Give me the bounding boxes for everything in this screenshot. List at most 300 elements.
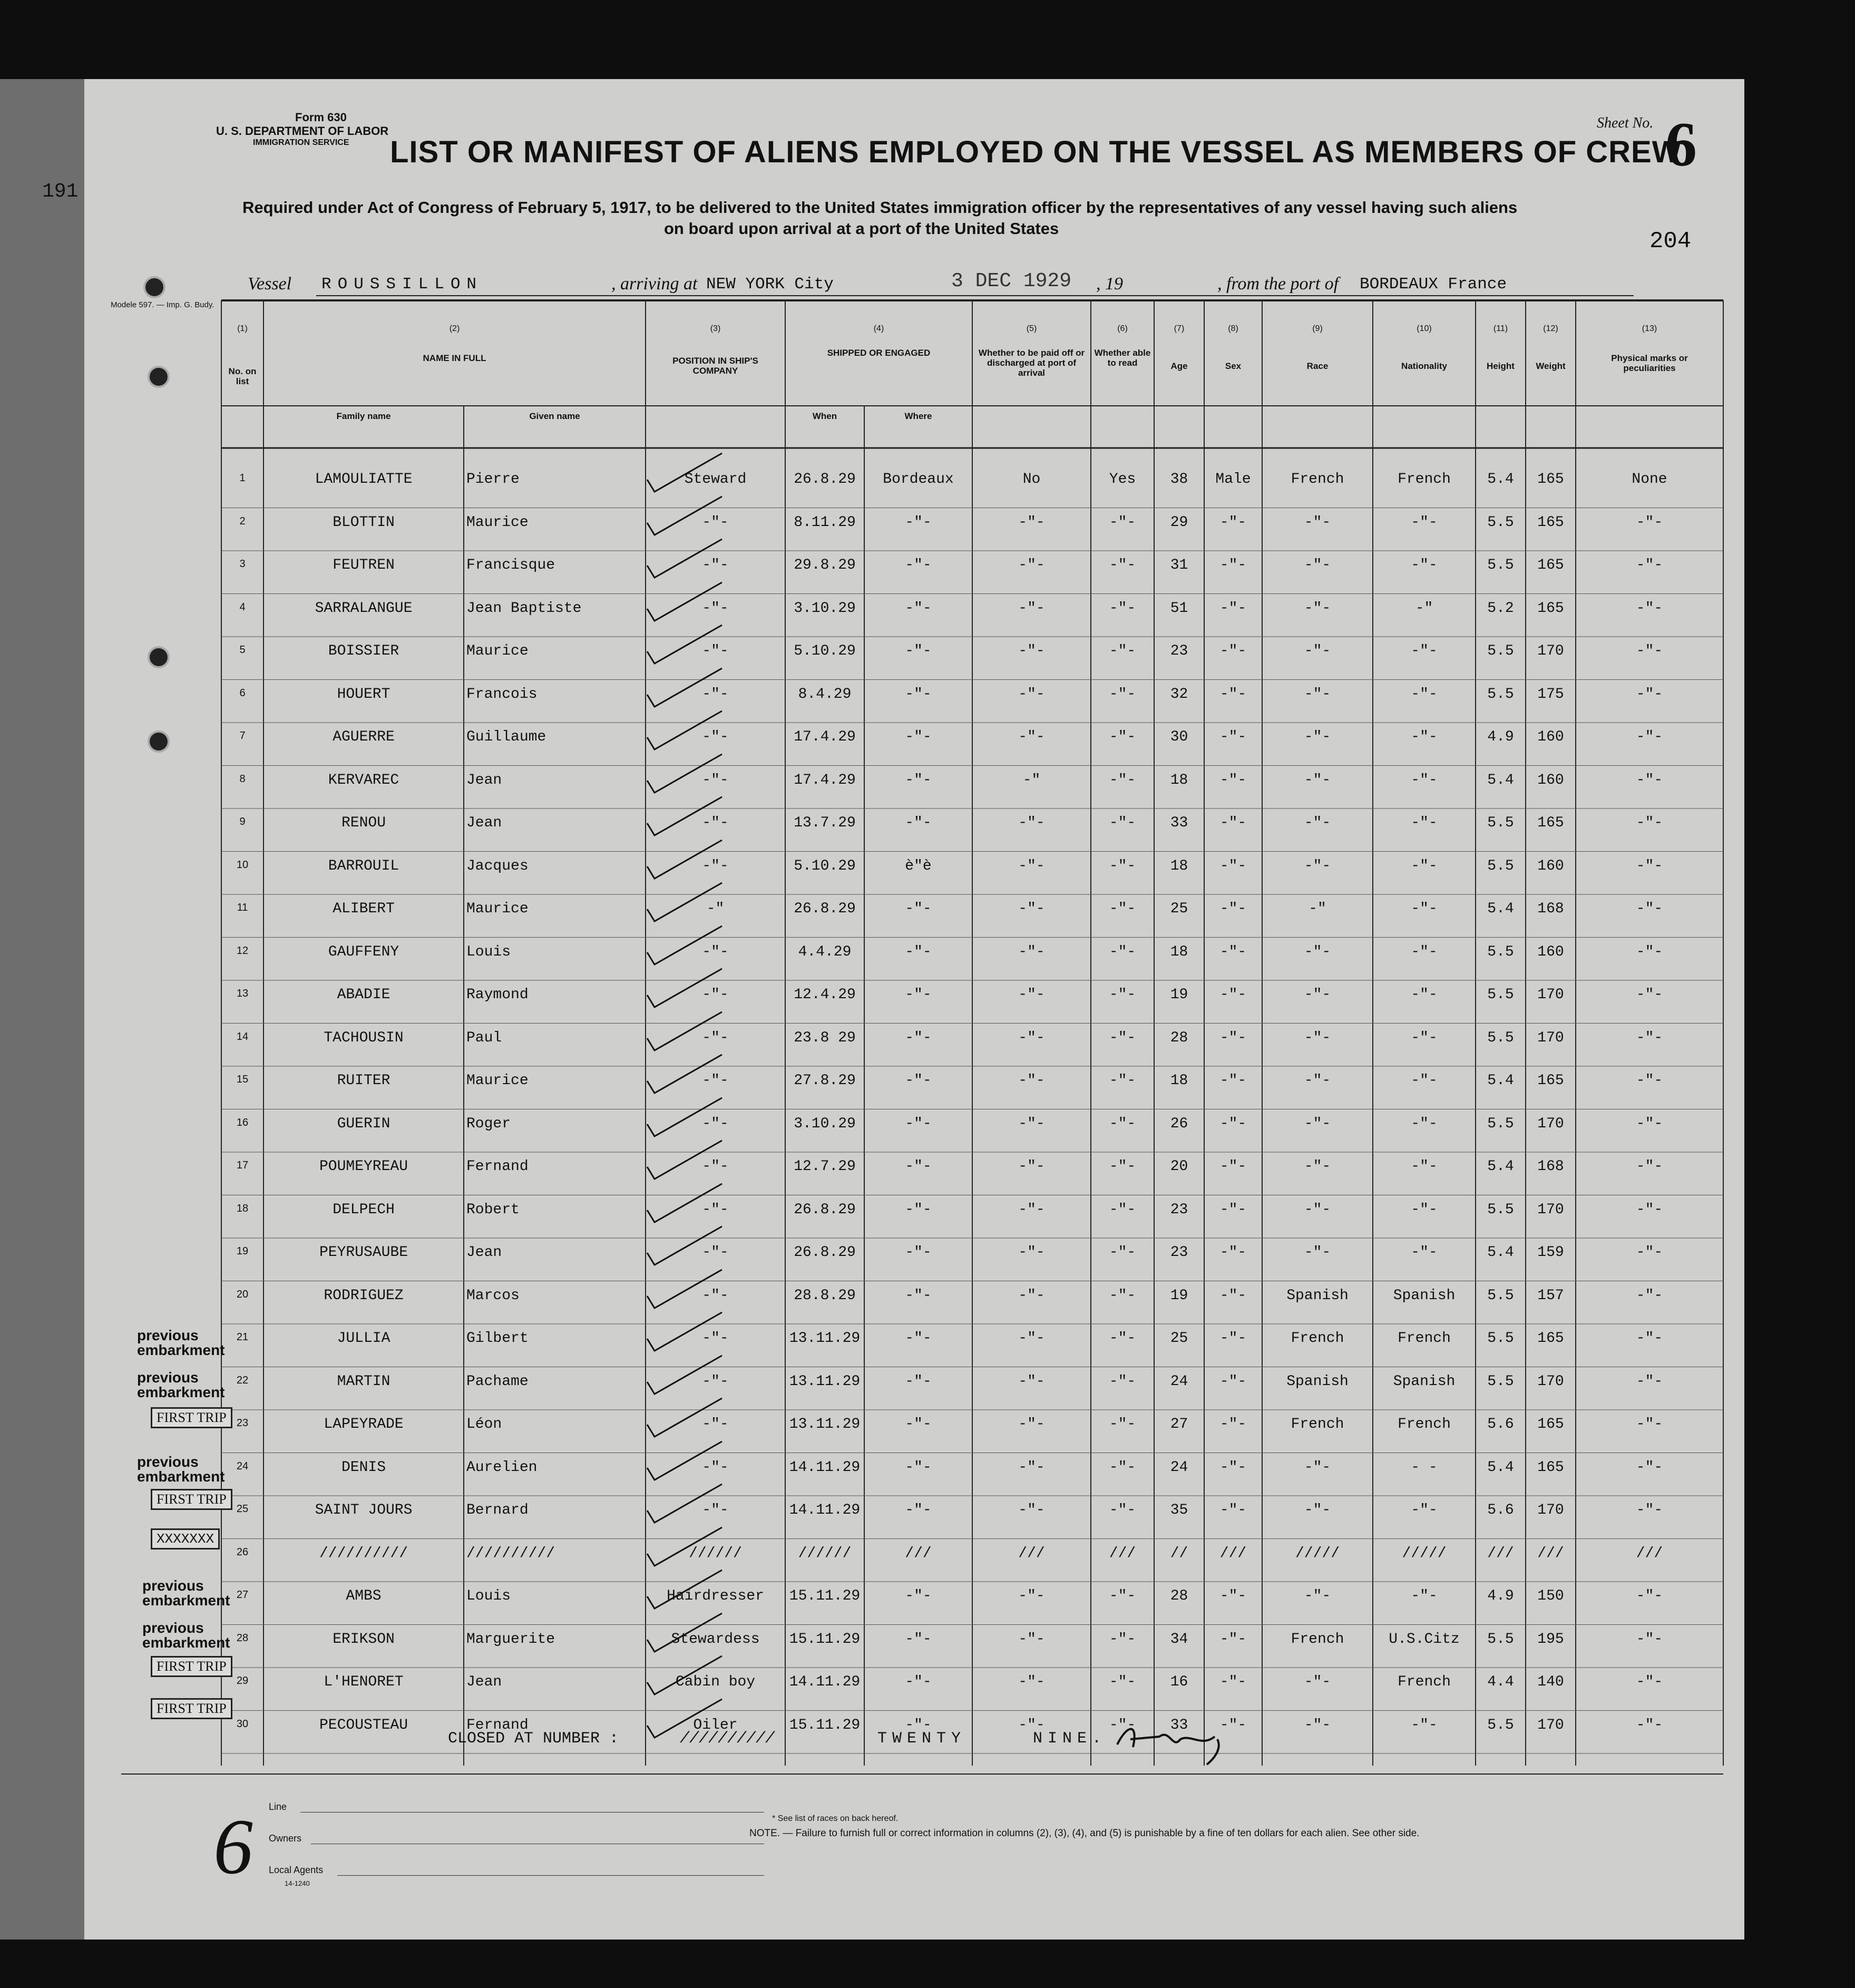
- given-name-cell: Raymond: [466, 987, 529, 1003]
- able-to-read-cell: -"-: [1109, 857, 1136, 874]
- shipped-where-cell: -"-: [905, 772, 932, 788]
- col-num-13: (13): [1642, 324, 1657, 333]
- col-header-read: Whether able to read: [1094, 348, 1151, 368]
- row-number-cell: 4: [239, 601, 246, 613]
- col-header-weight: Weight: [1536, 361, 1566, 371]
- race-cell: -"-: [1304, 772, 1331, 788]
- previous-embarkment-note: previous embarkment: [137, 1454, 225, 1485]
- weight-cell: 170: [1537, 1373, 1564, 1390]
- check-mark-icon: [643, 537, 738, 584]
- position-cell: -"-: [702, 1244, 729, 1261]
- position-cell: -"-: [702, 1416, 729, 1432]
- paid-off-cell: ///: [1018, 1545, 1045, 1562]
- position-cell: Oiler: [693, 1717, 738, 1733]
- col-num-10: (10): [1417, 324, 1432, 333]
- given-name-cell: Guillaume: [466, 729, 546, 745]
- position-cell: -"-: [702, 1502, 729, 1518]
- family-name-cell: JULLIA: [337, 1330, 390, 1347]
- paid-off-cell: -"-: [1018, 987, 1045, 1003]
- paid-off-cell: -"-: [1018, 1115, 1045, 1132]
- nationality-cell: -"-: [1411, 1115, 1438, 1132]
- weight-cell: 165: [1537, 1330, 1564, 1347]
- physical-marks-cell: -"-: [1636, 514, 1663, 531]
- xxx-stamp: XXXXXXX: [151, 1528, 220, 1550]
- age-cell: 20: [1170, 1158, 1188, 1175]
- weight-cell: 150: [1537, 1588, 1564, 1604]
- col-header-where: Where: [904, 411, 932, 421]
- weight-cell: 170: [1537, 643, 1564, 659]
- physical-marks-cell: -"-: [1636, 1717, 1663, 1733]
- position-cell: -"-: [702, 1073, 729, 1089]
- age-cell: 24: [1170, 1459, 1188, 1476]
- check-mark-icon: [643, 1653, 738, 1701]
- height-cell: 5.5: [1487, 557, 1514, 573]
- paid-off-cell: -"-: [1018, 1588, 1045, 1604]
- age-cell: 25: [1170, 901, 1188, 917]
- shipped-where-cell: -"-: [905, 1631, 932, 1648]
- shipped-where-cell: -"-: [905, 643, 932, 659]
- race-cell: -"-: [1304, 1244, 1331, 1261]
- family-name-cell: BARROUIL: [328, 857, 399, 874]
- nationality-cell: Spanish: [1393, 1287, 1456, 1304]
- given-name-cell: Maurice: [466, 514, 529, 531]
- family-name-cell: RENOU: [341, 815, 386, 831]
- col-header-nationality: Nationality: [1401, 361, 1447, 371]
- sex-cell: -"-: [1219, 1115, 1247, 1132]
- sex-cell: -"-: [1219, 1201, 1247, 1218]
- given-name-cell: Francisque: [466, 557, 555, 573]
- height-cell: 5.4: [1487, 1459, 1514, 1476]
- able-to-read-cell: -"-: [1109, 1588, 1136, 1604]
- age-cell: 29: [1170, 514, 1188, 531]
- sex-cell: -"-: [1219, 643, 1247, 659]
- position-cell: -": [706, 901, 725, 917]
- height-cell: 5.4: [1487, 1073, 1514, 1089]
- height-cell: 5.5: [1487, 643, 1514, 659]
- position-cell: -"-: [702, 772, 729, 788]
- shipped-where-cell: -"-: [905, 1459, 932, 1476]
- paid-off-cell: -"-: [1018, 514, 1045, 531]
- family-name-cell: BOISSIER: [328, 643, 399, 659]
- height-cell: 5.5: [1487, 1373, 1514, 1390]
- col-num-7: (7): [1174, 324, 1185, 333]
- check-mark-icon: [643, 794, 738, 842]
- family-name-cell: TACHOUSIN: [324, 1029, 404, 1046]
- check-mark-icon: [643, 880, 738, 928]
- paid-off-cell: -"-: [1018, 1073, 1045, 1089]
- position-cell: -"-: [702, 987, 729, 1003]
- physical-marks-cell: None: [1632, 471, 1667, 488]
- race-cell: French: [1291, 1416, 1344, 1432]
- family-name-cell: SAINT JOURS: [315, 1502, 413, 1518]
- given-name-cell: Louis: [466, 1588, 511, 1604]
- col-header-shipped: SHIPPED OR ENGAGED: [827, 348, 931, 358]
- left-stub: [0, 79, 84, 1940]
- able-to-read-cell: -"-: [1109, 772, 1136, 788]
- height-cell: 5.5: [1487, 1717, 1514, 1733]
- previous-embarkment-note: previous embarkment: [137, 1369, 225, 1400]
- height-cell: 5.2: [1487, 600, 1514, 617]
- given-name-cell: Jacques: [466, 857, 529, 874]
- physical-marks-cell: -"-: [1636, 1459, 1663, 1476]
- shipped-when-cell: 27.8.29: [794, 1073, 856, 1089]
- age-cell: 16: [1170, 1674, 1188, 1690]
- race-cell: -"-: [1304, 1029, 1331, 1046]
- officer-signature: [1112, 1718, 1238, 1766]
- footer-agents-rule: [337, 1875, 764, 1876]
- sex-cell: -"-: [1219, 815, 1247, 831]
- shipped-when-cell: 26.8.29: [794, 1201, 856, 1218]
- nationality-cell: French: [1398, 1416, 1451, 1432]
- shipped-where-cell: -"-: [905, 1073, 932, 1089]
- row-number-cell: 29: [236, 1675, 249, 1687]
- nationality-cell: -"-: [1411, 1244, 1438, 1261]
- paid-off-cell: -"-: [1018, 1631, 1045, 1648]
- weight-cell: 168: [1537, 901, 1564, 917]
- able-to-read-cell: -"-: [1109, 1631, 1136, 1648]
- able-to-read-cell: -"-: [1109, 1158, 1136, 1175]
- col-header-paid-off: Whether to be paid off or discharged at port of arrival: [978, 348, 1085, 378]
- sex-cell: -"-: [1219, 901, 1247, 917]
- sex-cell: -"-: [1219, 1459, 1247, 1476]
- check-mark-icon: [643, 923, 738, 971]
- paid-off-cell: -"-: [1018, 729, 1045, 745]
- row-number-cell: 14: [236, 1030, 249, 1042]
- given-name-cell: Maurice: [466, 1073, 529, 1089]
- sex-cell: -"-: [1219, 1416, 1247, 1432]
- age-cell: 19: [1170, 1287, 1188, 1304]
- nationality-cell: -"-: [1411, 643, 1438, 659]
- check-mark-icon: [643, 1611, 738, 1658]
- row-number-cell: 30: [236, 1718, 249, 1730]
- age-cell: 51: [1170, 600, 1188, 617]
- shipped-where-cell: -"-: [905, 1029, 932, 1046]
- check-mark-icon: [643, 708, 738, 756]
- paid-off-cell: -"-: [1018, 1201, 1045, 1218]
- race-cell: -"-: [1304, 1502, 1331, 1518]
- check-mark-icon: [643, 1052, 738, 1099]
- sex-cell: -"-: [1219, 1502, 1247, 1518]
- shipped-when-cell: 13.7.29: [794, 815, 856, 831]
- paid-off-cell: -"-: [1018, 1330, 1045, 1347]
- family-name-cell: KERVAREC: [328, 772, 399, 788]
- shipped-when-cell: 14.11.29: [789, 1459, 861, 1476]
- able-to-read-cell: -"-: [1109, 1373, 1136, 1390]
- position-cell: -"-: [702, 729, 729, 745]
- given-name-cell: Maurice: [466, 643, 529, 659]
- weight-cell: 170: [1537, 1029, 1564, 1046]
- row-number-cell: 24: [236, 1460, 249, 1472]
- nationality-cell: -"-: [1411, 772, 1438, 788]
- check-mark-icon: [643, 1525, 738, 1572]
- shipped-where-cell: -"-: [905, 514, 932, 531]
- physical-marks-cell: -"-: [1636, 1330, 1663, 1347]
- age-cell: 27: [1170, 1416, 1188, 1432]
- races-note: * See list of races on back hereof.: [772, 1814, 899, 1823]
- age-cell: 33: [1170, 815, 1188, 831]
- shipped-where-cell: -"-: [905, 1588, 932, 1604]
- given-name-cell: Léon: [466, 1416, 502, 1432]
- row-number-cell: 23: [236, 1417, 249, 1429]
- position-cell: -"-: [702, 857, 729, 874]
- able-to-read-cell: -"-: [1109, 1502, 1136, 1518]
- position-cell: -"-: [702, 514, 729, 531]
- footer-rule: [121, 1773, 1723, 1775]
- shipped-where-cell: -"-: [905, 1115, 932, 1132]
- weight-cell: 165: [1537, 514, 1564, 531]
- row-number-cell: 9: [239, 816, 246, 827]
- position-cell: Cabin boy: [675, 1674, 756, 1690]
- physical-marks-cell: -"-: [1636, 686, 1663, 703]
- race-cell: -"-: [1304, 815, 1331, 831]
- sex-cell: -"-: [1219, 1631, 1247, 1648]
- shipped-when-cell: 26.8.29: [794, 901, 856, 917]
- check-mark-icon: [643, 1181, 738, 1229]
- able-to-read-cell: -"-: [1109, 1717, 1136, 1733]
- paid-off-cell: -"-: [1018, 1717, 1045, 1733]
- check-mark-icon: [643, 1439, 738, 1486]
- row-number-cell: 13: [236, 988, 249, 999]
- col-num-3: (3): [710, 324, 721, 333]
- col-header-marks: Physical marks or peculiarities: [1611, 353, 1688, 373]
- sex-cell: -"-: [1219, 1029, 1247, 1046]
- height-cell: 5.5: [1487, 1631, 1514, 1648]
- age-cell: 31: [1170, 557, 1188, 573]
- race-cell: -"-: [1304, 1717, 1331, 1733]
- position-cell: -"-: [702, 600, 729, 617]
- shipped-when-cell: 12.7.29: [794, 1158, 856, 1175]
- weight-cell: 170: [1537, 1115, 1564, 1132]
- given-name-cell: Roger: [466, 1115, 511, 1132]
- paid-off-cell: -"-: [1018, 1459, 1045, 1476]
- shipped-when-cell: 29.8.29: [794, 557, 856, 573]
- age-cell: 18: [1170, 1073, 1188, 1089]
- nationality-cell: French: [1398, 471, 1451, 488]
- race-cell: -": [1309, 901, 1326, 917]
- physical-marks-cell: -"-: [1636, 1115, 1663, 1132]
- able-to-read-cell: -"-: [1109, 557, 1136, 573]
- family-name-cell: AGUERRE: [333, 729, 395, 745]
- footer-owners-label: Owners: [269, 1833, 302, 1844]
- height-cell: 5.5: [1487, 943, 1514, 960]
- age-cell: 28: [1170, 1588, 1188, 1604]
- row-number-cell: 15: [236, 1074, 249, 1085]
- age-cell: 18: [1170, 943, 1188, 960]
- shipped-where-cell: -"-: [905, 1158, 932, 1175]
- row-number-cell: 22: [236, 1374, 249, 1386]
- paid-off-cell: -"-: [1018, 1416, 1045, 1432]
- check-mark-icon: [643, 1224, 738, 1271]
- closed-at-label: CLOSED AT NUMBER :: [448, 1730, 619, 1748]
- nationality-cell: -"-: [1411, 557, 1438, 573]
- height-cell: 4.4: [1487, 1674, 1514, 1690]
- given-name-cell: Paul: [466, 1029, 502, 1046]
- arrival-date-stamp: 3 DEC 1929: [951, 270, 1072, 293]
- model-label: Modele 597. — Imp. G. Budy.: [111, 300, 214, 309]
- family-name-cell: DENIS: [341, 1459, 386, 1476]
- shipped-when-cell: 12.4.29: [794, 987, 856, 1003]
- physical-marks-cell: -"-: [1636, 600, 1663, 617]
- shipped-where-cell: -"-: [905, 901, 932, 917]
- closed-strikes: //////////: [680, 1730, 775, 1748]
- physical-marks-cell: -"-: [1636, 1158, 1663, 1175]
- nationality-cell: -"-: [1411, 729, 1438, 745]
- able-to-read-cell: -"-: [1109, 815, 1136, 831]
- position-cell: -"-: [702, 1158, 729, 1175]
- weight-cell: 165: [1537, 1073, 1564, 1089]
- age-cell: 23: [1170, 643, 1188, 659]
- shipped-when-cell: 28.8.29: [794, 1287, 856, 1304]
- physical-marks-cell: -"-: [1636, 1073, 1663, 1089]
- able-to-read-cell: Yes: [1109, 471, 1136, 488]
- check-mark-icon: [643, 1009, 738, 1057]
- sex-cell: -"-: [1219, 1373, 1247, 1390]
- shipped-where-cell: Bordeaux: [883, 471, 954, 488]
- shipped-where-cell: -"-: [905, 1330, 932, 1347]
- row-number-cell: 10: [236, 859, 249, 871]
- age-cell: 26: [1170, 1115, 1188, 1132]
- check-mark-icon: [643, 1396, 738, 1443]
- physical-marks-cell: -"-: [1636, 1029, 1663, 1046]
- physical-marks-cell: -"-: [1636, 1373, 1663, 1390]
- weight-cell: 165: [1537, 471, 1564, 488]
- col-num-9: (9): [1312, 324, 1323, 333]
- shipped-when-cell: 8.11.29: [794, 514, 856, 531]
- able-to-read-cell: -"-: [1109, 1416, 1136, 1432]
- nationality-cell: Spanish: [1393, 1373, 1456, 1390]
- row-number-cell: 28: [236, 1632, 249, 1644]
- sex-cell: -"-: [1219, 1330, 1247, 1347]
- from-port-label: , from the port of: [1217, 274, 1339, 294]
- given-name-cell: Louis: [466, 943, 511, 960]
- height-cell: 5.4: [1487, 772, 1514, 788]
- paid-off-cell: -"-: [1018, 600, 1045, 617]
- height-cell: 5.5: [1487, 1201, 1514, 1218]
- row-number-cell: 27: [236, 1589, 249, 1601]
- shipped-when-cell: 23.8 29: [794, 1029, 856, 1046]
- given-name-cell: Marguerite: [466, 1631, 555, 1648]
- check-mark-icon: [643, 1310, 738, 1357]
- physical-marks-cell: -"-: [1636, 815, 1663, 831]
- race-cell: -"-: [1304, 600, 1331, 617]
- nationality-cell: -"-: [1411, 1502, 1438, 1518]
- nationality-cell: -"-: [1411, 943, 1438, 960]
- shipped-where-cell: -"-: [905, 1287, 932, 1304]
- nationality-cell: -"-: [1411, 1201, 1438, 1218]
- previous-embarkment-note: previous embarkment: [142, 1620, 230, 1651]
- age-cell: 24: [1170, 1373, 1188, 1390]
- paid-off-cell: -"-: [1018, 901, 1045, 917]
- shipped-when-cell: 13.11.29: [789, 1416, 861, 1432]
- shipped-where-cell: ///: [905, 1545, 932, 1562]
- race-cell: -"-: [1304, 1201, 1331, 1218]
- height-cell: 5.5: [1487, 1287, 1514, 1304]
- check-mark-icon: [643, 622, 738, 670]
- check-mark-icon: [643, 1482, 738, 1529]
- first-trip-stamp: FIRST TRIP: [151, 1656, 232, 1677]
- previous-embarkment-note: previous embarkment: [137, 1327, 225, 1358]
- position-cell: -"-: [702, 1287, 729, 1304]
- row-number-cell: 11: [237, 902, 248, 913]
- sex-cell: -"-: [1219, 1717, 1247, 1733]
- position-cell: Steward: [684, 471, 747, 488]
- race-cell: French: [1291, 471, 1344, 488]
- footer-form-code: 14-1240: [285, 1879, 310, 1887]
- physical-marks-cell: -"-: [1636, 772, 1663, 788]
- physical-marks-cell: -"-: [1636, 1502, 1663, 1518]
- weight-cell: 140: [1537, 1674, 1564, 1690]
- nationality-cell: /////: [1402, 1545, 1447, 1562]
- position-cell: -"-: [702, 1330, 729, 1347]
- age-cell: 18: [1170, 857, 1188, 874]
- height-cell: 5.5: [1487, 987, 1514, 1003]
- row-number-cell: 21: [236, 1331, 249, 1343]
- nationality-cell: -": [1415, 600, 1433, 617]
- race-cell: -"-: [1304, 1459, 1331, 1476]
- shipped-where-cell: -"-: [905, 1502, 932, 1518]
- weight-cell: 165: [1537, 600, 1564, 617]
- shipped-when-cell: 15.11.29: [789, 1631, 861, 1648]
- shipped-when-cell: //////: [798, 1545, 852, 1562]
- race-cell: Spanish: [1286, 1287, 1349, 1304]
- weight-cell: 165: [1537, 815, 1564, 831]
- able-to-read-cell: -"-: [1109, 1029, 1136, 1046]
- age-cell: 18: [1170, 772, 1188, 788]
- family-name-cell: BLOTTIN: [333, 514, 395, 531]
- position-cell: -"-: [702, 943, 729, 960]
- weight-cell: 160: [1537, 857, 1564, 874]
- height-cell: 4.9: [1487, 1588, 1514, 1604]
- height-cell: 5.4: [1487, 901, 1514, 917]
- form-number: Form 630: [295, 111, 347, 124]
- row-number-cell: 16: [236, 1116, 249, 1128]
- first-trip-stamp: FIRST TRIP: [151, 1489, 232, 1510]
- weight-cell: 165: [1537, 1459, 1564, 1476]
- sex-cell: -"-: [1219, 943, 1247, 960]
- race-cell: Spanish: [1286, 1373, 1349, 1390]
- row-number-cell: 6: [239, 687, 246, 699]
- race-cell: French: [1291, 1330, 1344, 1347]
- height-cell: 5.5: [1487, 686, 1514, 703]
- given-name-cell: Fernand: [466, 1158, 529, 1175]
- family-name-cell: ABADIE: [337, 987, 390, 1003]
- physical-marks-cell: ///: [1636, 1545, 1663, 1562]
- family-name-cell: PECOUSTEAU: [319, 1717, 408, 1733]
- paid-off-cell: -"-: [1018, 1244, 1045, 1261]
- shipped-when-cell: 14.11.29: [789, 1674, 861, 1690]
- stub-year: 191: [42, 180, 79, 203]
- nationality-cell: - -: [1411, 1459, 1438, 1476]
- physical-marks-cell: -"-: [1636, 1244, 1663, 1261]
- sex-cell: -"-: [1219, 1588, 1247, 1604]
- row-number-cell: 2: [239, 515, 246, 527]
- col-header-family: Family name: [336, 411, 391, 421]
- family-name-cell: FEUTREN: [333, 557, 395, 573]
- position-cell: -"-: [702, 1029, 729, 1046]
- shipped-when-cell: 13.11.29: [789, 1373, 861, 1390]
- height-cell: ///: [1487, 1545, 1514, 1562]
- sex-cell: -"-: [1219, 987, 1247, 1003]
- position-cell: -"-: [702, 643, 729, 659]
- paid-off-cell: -": [1022, 772, 1041, 788]
- able-to-read-cell: -"-: [1109, 1244, 1136, 1261]
- weight-cell: 165: [1537, 557, 1564, 573]
- family-name-cell: //////////: [319, 1545, 408, 1562]
- nationality-cell: -"-: [1411, 686, 1438, 703]
- sex-cell: -"-: [1219, 772, 1247, 788]
- physical-marks-cell: -"-: [1636, 1631, 1663, 1648]
- physical-marks-cell: -"-: [1636, 1588, 1663, 1604]
